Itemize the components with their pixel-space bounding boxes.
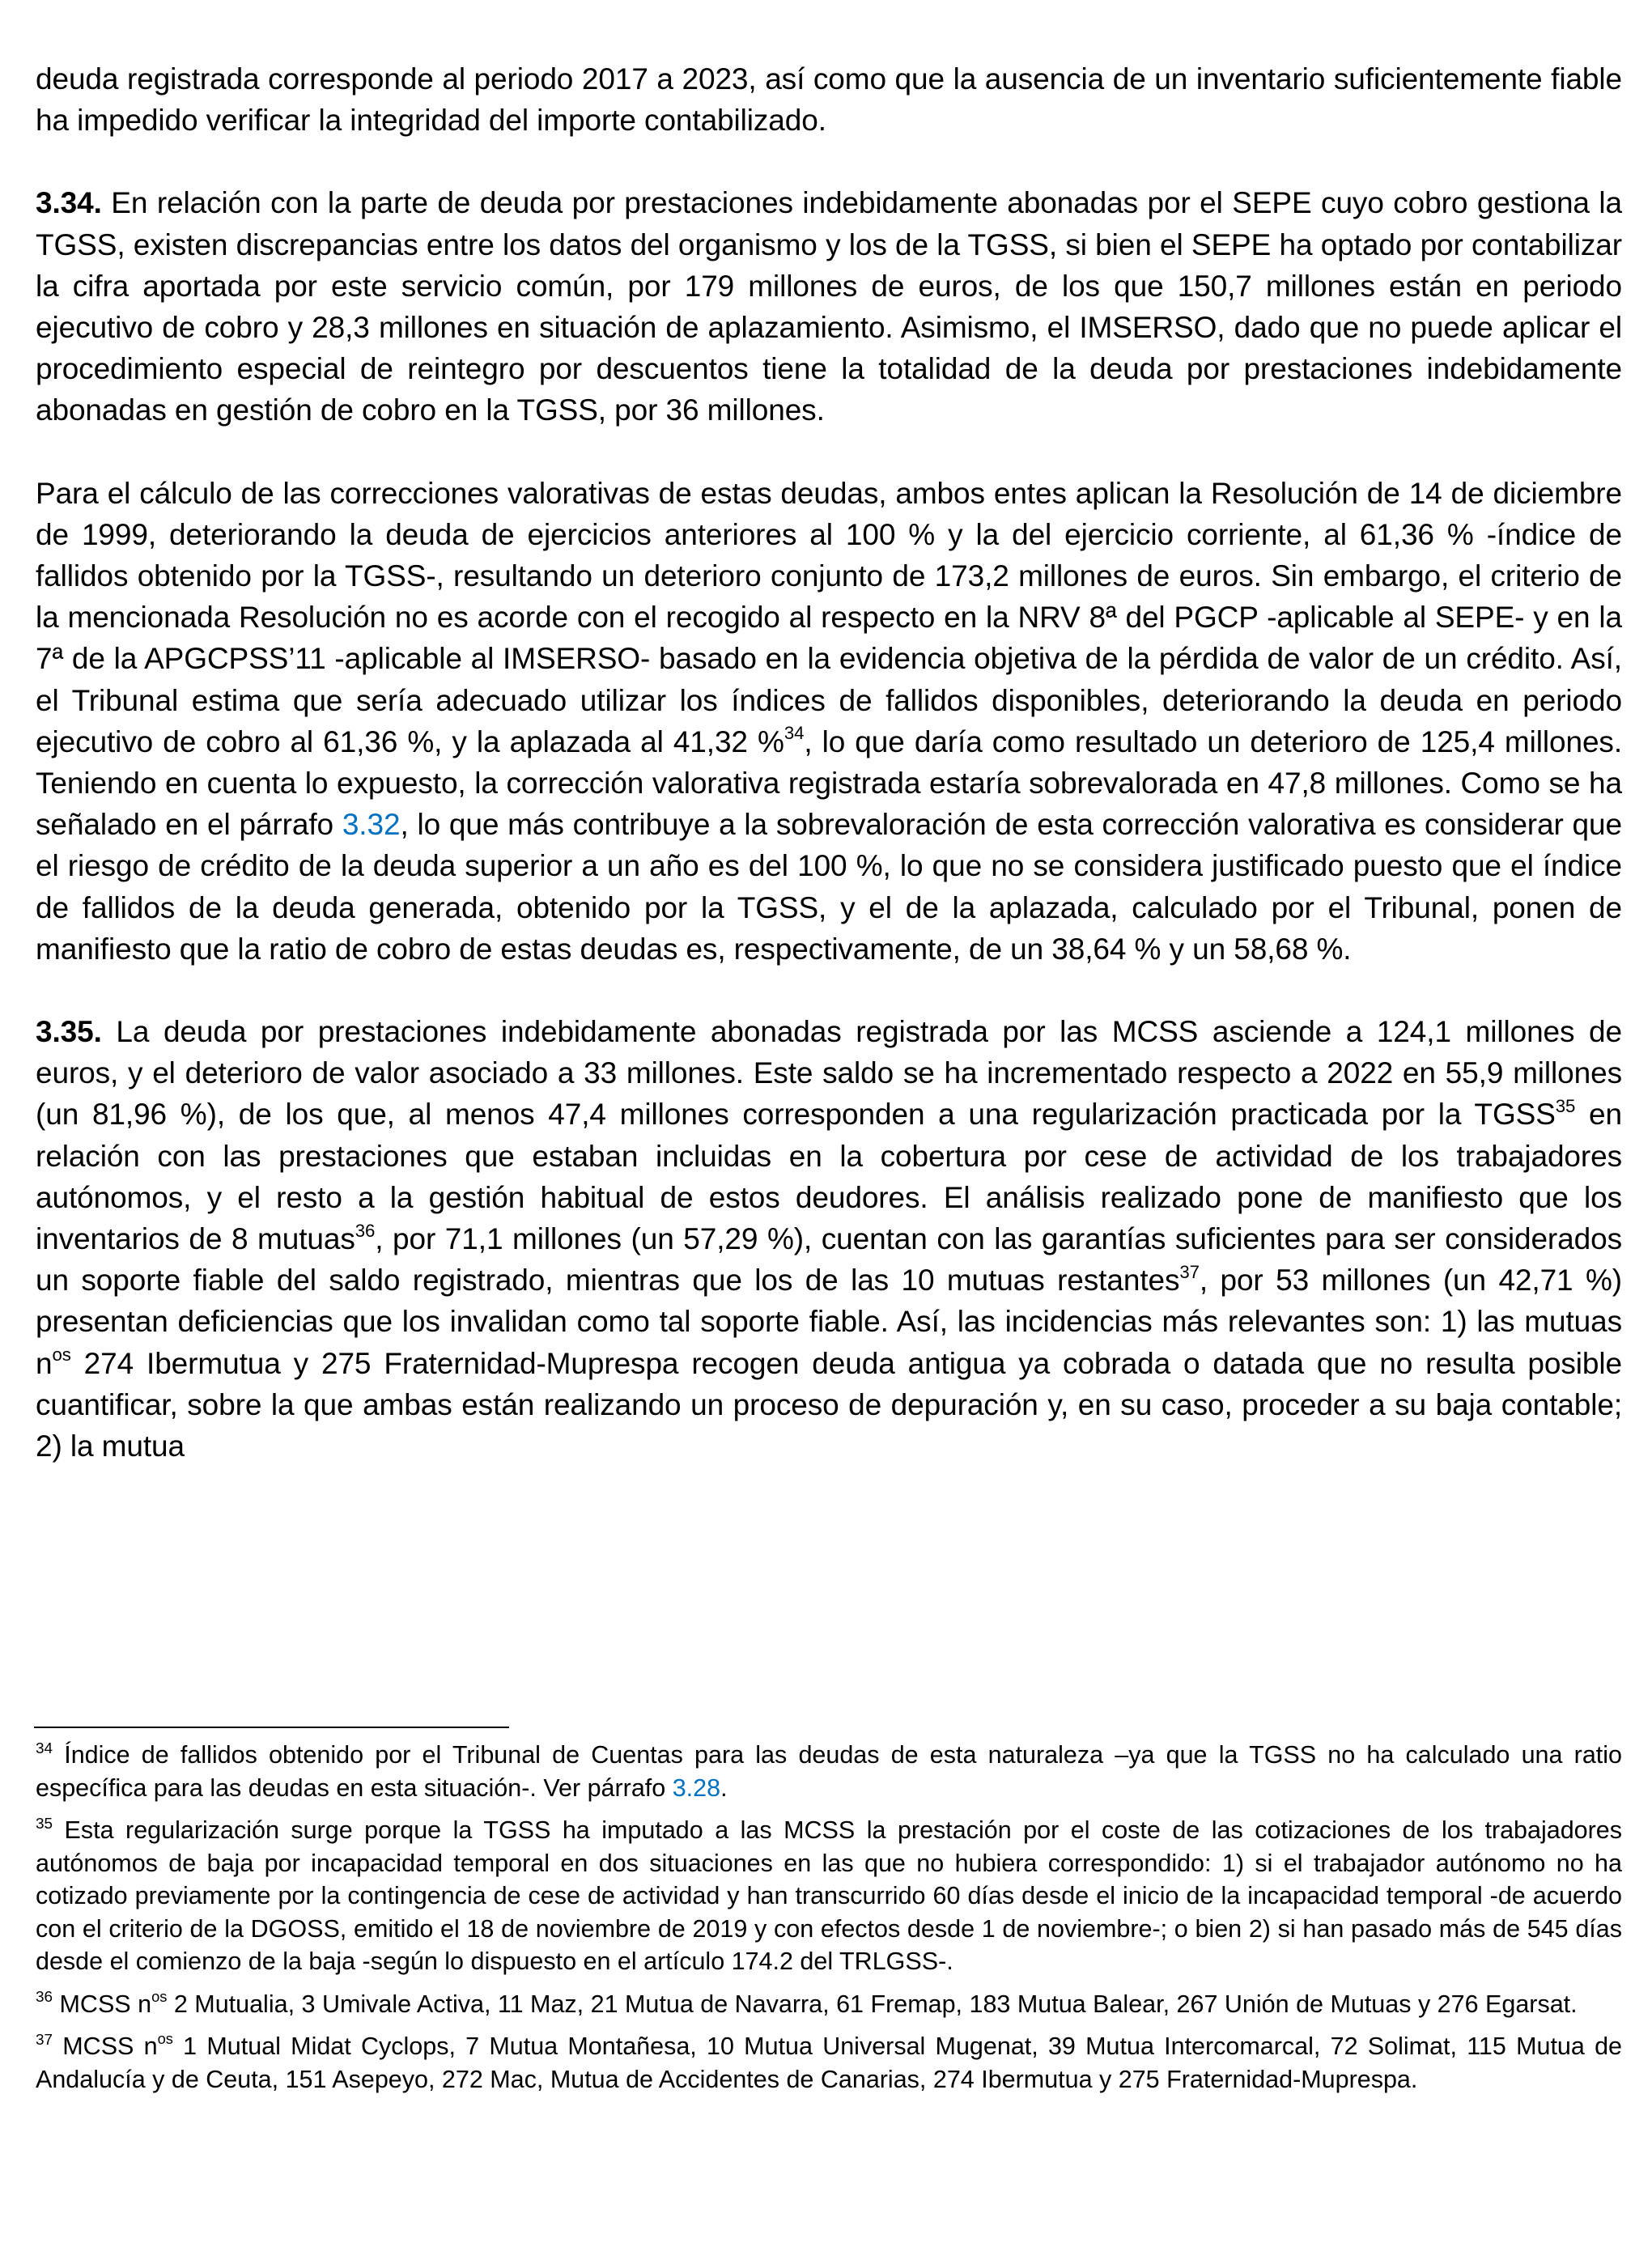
footnotes [36, 1739, 1622, 2105]
footnote-ref-37[interactable]: 37 [1179, 1261, 1200, 1282]
paragraph-text: deuda registrada corresponde al periodo 2017 a 2023, así como que la ausencia de un inventario suficientemente fiable ha impedido verificar la integridad del importe contabilizado. [36, 62, 1622, 138]
footnote-ref-36[interactable]: 36 [355, 1220, 376, 1241]
paragraph-continuation [36, 58, 1622, 141]
footnote-36 [36, 1988, 1622, 2021]
footnote-text: 2 Mutualia, 3 Umivale Activa, 11 Maz, 21 Mutua de Navarra, 61 Fremap, 183 Mutua Balear, 267 Unión de Mutuas y 276 Egarsat. [167, 1990, 1578, 2018]
paragraph-number: 3.34. [36, 186, 102, 220]
footnote-text: Índice de fallidos obtenido por el Tribunal de Cuentas para las deudas de esta naturaleza –ya que la TGSS no ha calculado una ratio específica para las deudas en esta situación-. Ver párrafo [36, 1741, 1622, 1802]
paragraph-text: , por 53 millones (un 42,71 %) presentan deficiencias que los invalidan como tal soporte fiable. Así, las incidencias más relevantes son: 1) las mutuas n [36, 1264, 1622, 1380]
footnote-ref-34[interactable]: 34 [784, 723, 805, 744]
footnote-ref-35[interactable]: 35 [1555, 1095, 1576, 1116]
footnote-number: 37 [36, 2031, 53, 2049]
paragraph-number: 3.35. [36, 1015, 102, 1049]
superscript-os: os [157, 2030, 173, 2048]
footnote-separator [34, 1727, 509, 1728]
superscript-os: os [52, 1344, 71, 1366]
paragraph-3-35 [36, 1011, 1622, 1467]
superscript-os: os [151, 1987, 168, 2005]
footnote-link-3-28[interactable]: 3.28 [672, 1773, 721, 1802]
footnote-number: 35 [36, 1815, 53, 1833]
paragraph-text: Para el cálculo de las correcciones valorativas de estas deudas, ambos entes aplican la Resolución de 14 de diciembre de 1999, deteriorando la deuda de ejercicios anteriores al 100 % y la del ejercicio corriente, al 61,36 % -índice de fallidos obtenido por la TGSS-, resultando un deterioro conjunto de 173,2 millones de euros. Sin embargo, el criterio de la mencionada Resolución no es acorde con el recogido al respecto en la NRV 8ª del PGCP -aplicable al SEPE- y en la 7ª de la APGCPSS’11 -aplicable al IMSERSO- basado en la evidencia objetiva de la pérdida de valor de un crédito. Así, el Tribunal estima que sería adecuado utilizar los índices de fallidos disponibles, deteriorando la deuda en periodo ejecutivo de cobro al 61,36 %, y la aplazada al 41,32 % [36, 476, 1622, 758]
paragraph-text: , lo que más contribuye a la sobrevaloración de esta corrección valorativa es considerar que el riesgo de crédito de la deuda superior a un año es del 100 %, lo que no se considera justificado puesto que el índice de fallidos de la deuda generada, obtenido por la TGSS, y el de la aplazada, calculado por el Tribunal, ponen de manifiesto que la ratio de cobro de estas deudas es, respectivamente, de un 38,64 % y un 58,68 %. [36, 808, 1622, 966]
footnote-text: . [720, 1773, 728, 1802]
footnote-37 [36, 2030, 1622, 2096]
paragraph-text: en relación con las prestaciones que estaban incluidas en la cobertura por cese de actividad de los trabajadores autónomos, y el resto a la gestión habitual de estos deudores. El análisis realizado pone de manifiesto que los inventarios de 8 mutuas [36, 1098, 1622, 1256]
paragraph-text: 274 Ibermutua y 275 Fraternidad-Muprespa recogen deuda antigua ya cobrada o datada que no resulta posible cuantificar, sobre la que ambas están realizando un proceso de depuración y, en su caso, proceder a su baja contable; 2) la mutua [36, 1346, 1622, 1463]
footnote-35 [36, 1814, 1622, 1978]
footnote-text: Esta regularización surge porque la TGSS ha imputado a las MCSS la prestación por el coste de las cotizaciones de los trabajadores autónomos de baja por incapacidad temporal en dos situaciones en las que no hubiera correspondido: 1) si el trabajador autónomo no ha cotizado previamente por la contingencia de cese de actividad y han transcurrido 60 días desde el inicio de la incapacidad temporal -de acuerdo con el criterio de la DGOSS, emitido el 18 de noviembre de 2019 y con efectos desde 1 de noviembre-; o bien 2) si han pasado más de 545 días desde el comienzo de la baja -según lo dispuesto en el artículo 174.2 del TRLGSS-. [36, 1816, 1622, 1975]
footnote-text: MCSS n [53, 1990, 152, 2018]
paragraph-text: , lo que daría como resultado un deterioro de 125,4 millones. Teniendo en cuenta lo expuesto, la corrección valorativa registrada estaría sobrevalorada en 47,8 millones. Como se ha señalado en el párrafo [36, 724, 1623, 842]
footnote-text: MCSS n [53, 2032, 158, 2060]
paragraph-text: , por 71,1 millones (un 57,29 %), cuentan con las garantías suficientes para ser considerados un soporte fiable del saldo registrado, mientras que los de las 10 mutuas restantes [36, 1222, 1622, 1298]
paragraph-link-3-32[interactable]: 3.32 [342, 808, 401, 842]
footnote-34 [36, 1739, 1622, 1804]
footnote-number: 36 [36, 1989, 53, 2007]
paragraph-3-34-continued [36, 473, 1622, 970]
footnote-text: 1 Mutual Midat Cyclops, 7 Mutua Montañesa, 10 Mutua Universal Mugenat, 39 Mutua Intercomarcal, 72 Solimat, 115 Mutua de Andalucía y de Ceuta, 151 Asepeyo, 272 Mac, Mutua de Accidentes de Canarias, 274 Ibermutua y 275 Fraternidad-Muprespa. [36, 2032, 1623, 2093]
paragraph-text: La deuda por prestaciones indebidamente abonadas registrada por las MCSS asciende a 124,1 millones de euros, y el deterioro de valor asociado a 33 millones. Este saldo se ha incrementado respecto a 2022 en 55,9 millones (un 81,96 %), de los que, al menos 47,4 millones corresponden a una regularización practicada por la TGSS [36, 1015, 1622, 1132]
footnote-number: 34 [36, 1739, 53, 1757]
paragraph-3-34 [36, 182, 1622, 431]
paragraph-text: En relación con la parte de deuda por prestaciones indebidamente abonadas por el SEPE cuyo cobro gestiona la TGSS, existen discrepancias entre los datos del organismo y los de la TGSS, si bien el SEPE ha optado por contabilizar la cifra aportada por este servicio común, por 179 millones de euros, de los que 150,7 millones están en periodo ejecutivo de cobro y 28,3 millones en situación de aplazamiento. Asimismo, el IMSERSO, dado que no puede aplicar el procedimiento especial de reintegro por descuentos tiene la totalidad de la deuda por prestaciones indebidamente abonadas en gestión de cobro en la TGSS, por 36 millones. [36, 186, 1622, 427]
document-body [36, 58, 1622, 1508]
